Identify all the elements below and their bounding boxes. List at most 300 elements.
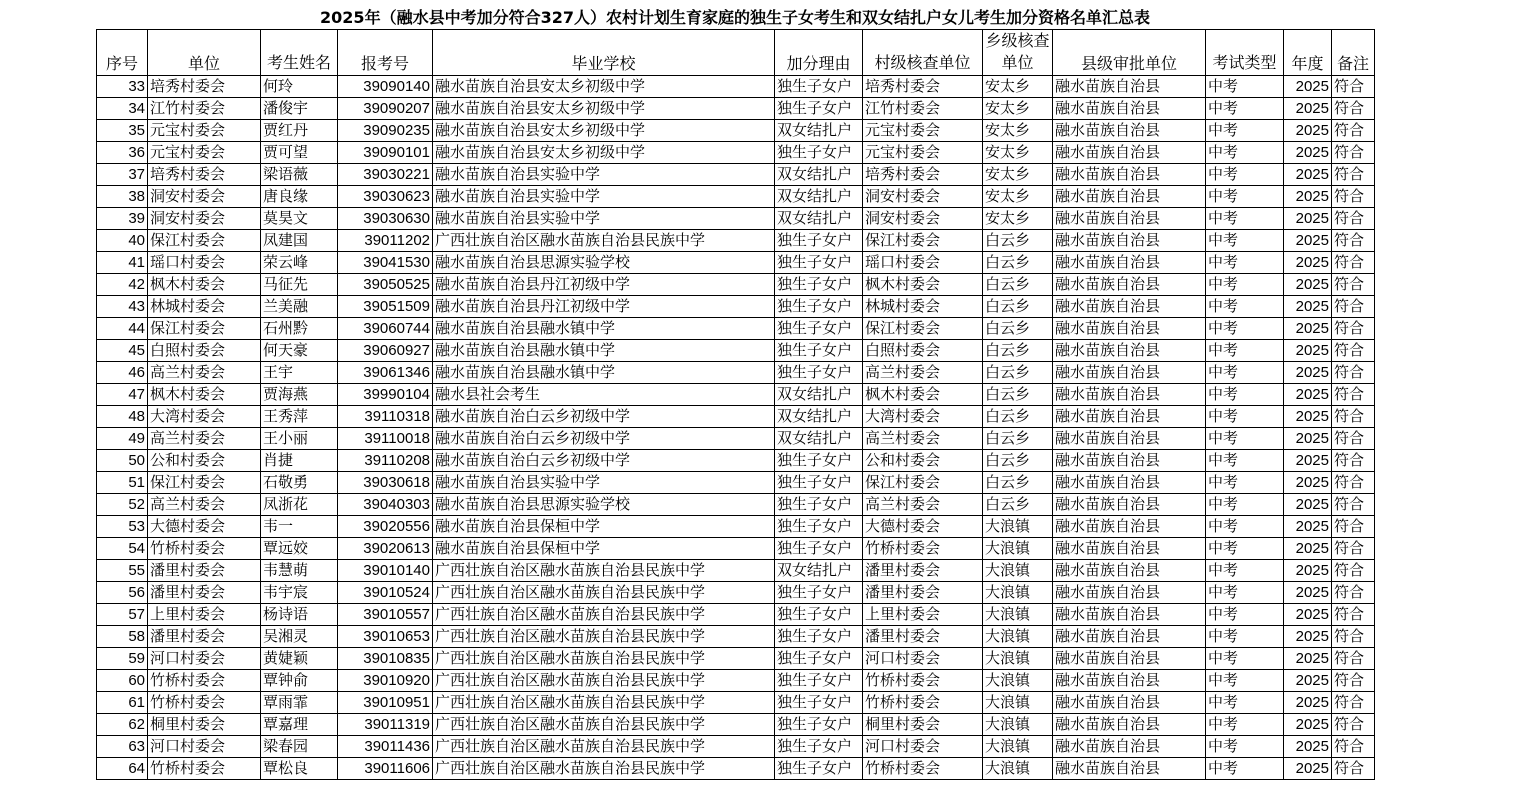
cell-county-approve: 融水苗族自治县 [1053,186,1206,208]
header-seq: 序号 [97,30,148,76]
table-row [97,560,1375,582]
cell-exam-no: 39090101 [338,142,433,164]
cell-seq: 48 [97,406,148,428]
cell-seq: 34 [97,98,148,120]
cell-seq: 35 [97,120,148,142]
cell-seq: 63 [97,736,148,758]
cell-name: 石敬勇 [261,472,338,494]
cell-village-check: 洞安村委会 [863,186,983,208]
table-row [97,406,1375,428]
cell-reason: 独生子女户 [775,758,863,780]
cell-school: 广西壮族自治区融水苗族自治县民族中学 [433,604,775,626]
cell-seq: 64 [97,758,148,780]
cell-school: 融水苗族自治县丹江初级中学 [433,296,775,318]
cell-name: 何玲 [261,76,338,98]
cell-county-approve: 融水苗族自治县 [1053,560,1206,582]
cell-reason: 独生子女户 [775,670,863,692]
cell-name: 肖捷 [261,450,338,472]
cell-exam-type: 中考 [1206,560,1284,582]
cell-unit: 高兰村委会 [148,362,261,384]
cell-town-check: 大浪镇 [983,626,1053,648]
cell-seq: 33 [97,76,148,98]
cell-name: 贾海燕 [261,384,338,406]
cell-school: 广西壮族自治区融水苗族自治县民族中学 [433,626,775,648]
cell-reason: 独生子女户 [775,538,863,560]
cell-unit: 竹桥村委会 [148,758,261,780]
cell-name: 韦慧萌 [261,560,338,582]
table-row [97,472,1375,494]
table-row [97,384,1375,406]
cell-county-approve: 融水苗族自治县 [1053,736,1206,758]
cell-remark: 符合 [1332,582,1375,604]
cell-seq: 54 [97,538,148,560]
cell-year: 2025 [1284,406,1332,428]
cell-exam-type: 中考 [1206,626,1284,648]
cell-year: 2025 [1284,736,1332,758]
cell-school: 融水苗族自治白云乡初级中学 [433,450,775,472]
cell-school: 广西壮族自治区融水苗族自治县民族中学 [433,670,775,692]
cell-village-check: 枫木村委会 [863,274,983,296]
cell-county-approve: 融水苗族自治县 [1053,230,1206,252]
cell-seq: 40 [97,230,148,252]
cell-town-check: 白云乡 [983,230,1053,252]
cell-remark: 符合 [1332,274,1375,296]
cell-seq: 49 [97,428,148,450]
cell-unit: 竹桥村委会 [148,538,261,560]
cell-year: 2025 [1284,648,1332,670]
cell-name: 荣云峰 [261,252,338,274]
cell-year: 2025 [1284,714,1332,736]
cell-year: 2025 [1284,494,1332,516]
cell-exam-no: 39010557 [338,604,433,626]
cell-seq: 57 [97,604,148,626]
cell-exam-type: 中考 [1206,472,1284,494]
cell-county-approve: 融水苗族自治县 [1053,758,1206,780]
table-row [97,274,1375,296]
table-row [97,142,1375,164]
cell-seq: 58 [97,626,148,648]
cell-name: 潘俊宇 [261,98,338,120]
cell-village-check: 竹桥村委会 [863,538,983,560]
cell-exam-no: 39011606 [338,758,433,780]
cell-seq: 47 [97,384,148,406]
cell-county-approve: 融水苗族自治县 [1053,406,1206,428]
cell-exam-type: 中考 [1206,318,1284,340]
cell-name: 王宇 [261,362,338,384]
cell-remark: 符合 [1332,230,1375,252]
cell-town-check: 大浪镇 [983,538,1053,560]
cell-exam-no: 39110318 [338,406,433,428]
header-school: 毕业学校 [433,30,775,76]
cell-reason: 独生子女户 [775,362,863,384]
cell-exam-type: 中考 [1206,428,1284,450]
table-row [97,758,1375,780]
cell-remark: 符合 [1332,714,1375,736]
cell-seq: 38 [97,186,148,208]
cell-town-check: 安太乡 [983,186,1053,208]
cell-school: 广西壮族自治区融水苗族自治县民族中学 [433,648,775,670]
cell-year: 2025 [1284,538,1332,560]
cell-reason: 双女结扎户 [775,186,863,208]
cell-unit: 大德村委会 [148,516,261,538]
table-row [97,318,1375,340]
cell-remark: 符合 [1332,450,1375,472]
cell-name: 覃远姣 [261,538,338,560]
cell-name: 唐良缘 [261,186,338,208]
cell-seq: 62 [97,714,148,736]
cell-year: 2025 [1284,582,1332,604]
cell-village-check: 竹桥村委会 [863,758,983,780]
cell-remark: 符合 [1332,648,1375,670]
cell-exam-no: 39110018 [338,428,433,450]
cell-year: 2025 [1284,120,1332,142]
cell-school: 广西壮族自治区融水苗族自治县民族中学 [433,692,775,714]
cell-town-check: 安太乡 [983,208,1053,230]
cell-exam-type: 中考 [1206,582,1284,604]
cell-exam-type: 中考 [1206,208,1284,230]
cell-county-approve: 融水苗族自治县 [1053,494,1206,516]
cell-remark: 符合 [1332,98,1375,120]
cell-town-check: 安太乡 [983,142,1053,164]
cell-county-approve: 融水苗族自治县 [1053,252,1206,274]
cell-seq: 46 [97,362,148,384]
table-row [97,494,1375,516]
cell-seq: 53 [97,516,148,538]
cell-exam-type: 中考 [1206,494,1284,516]
cell-remark: 符合 [1332,142,1375,164]
cell-exam-no: 39010951 [338,692,433,714]
cell-village-check: 公和村委会 [863,450,983,472]
table-row [97,76,1375,98]
cell-seq: 41 [97,252,148,274]
table-row [97,516,1375,538]
cell-exam-no: 39030221 [338,164,433,186]
cell-unit: 江竹村委会 [148,98,261,120]
cell-seq: 42 [97,274,148,296]
cell-remark: 符合 [1332,604,1375,626]
cell-unit: 潘里村委会 [148,626,261,648]
cell-school: 融水苗族自治县实验中学 [433,186,775,208]
cell-exam-type: 中考 [1206,252,1284,274]
cell-name: 梁春园 [261,736,338,758]
cell-school: 融水苗族自治白云乡初级中学 [433,406,775,428]
cell-town-check: 白云乡 [983,296,1053,318]
cell-remark: 符合 [1332,516,1375,538]
cell-year: 2025 [1284,230,1332,252]
cell-remark: 符合 [1332,252,1375,274]
cell-village-check: 河口村委会 [863,736,983,758]
cell-exam-no: 39030630 [338,208,433,230]
cell-town-check: 大浪镇 [983,692,1053,714]
cell-village-check: 元宝村委会 [863,120,983,142]
cell-town-check: 大浪镇 [983,604,1053,626]
cell-reason: 双女结扎户 [775,208,863,230]
cell-village-check: 林城村委会 [863,296,983,318]
cell-year: 2025 [1284,516,1332,538]
cell-town-check: 安太乡 [983,164,1053,186]
cell-year: 2025 [1284,692,1332,714]
cell-school: 融水苗族自治县思源实验学校 [433,494,775,516]
cell-village-check: 江竹村委会 [863,98,983,120]
cell-school: 融水苗族自治白云乡初级中学 [433,428,775,450]
cell-county-approve: 融水苗族自治县 [1053,450,1206,472]
cell-unit: 元宝村委会 [148,142,261,164]
cell-exam-no: 39090207 [338,98,433,120]
cell-village-check: 元宝村委会 [863,142,983,164]
cell-unit: 公和村委会 [148,450,261,472]
cell-school: 融水苗族自治县保桓中学 [433,516,775,538]
cell-remark: 符合 [1332,736,1375,758]
table-row [97,230,1375,252]
cell-name: 莫昊文 [261,208,338,230]
cell-exam-no: 39110208 [338,450,433,472]
cell-name: 吴湘灵 [261,626,338,648]
cell-year: 2025 [1284,450,1332,472]
cell-exam-type: 中考 [1206,362,1284,384]
cell-county-approve: 融水苗族自治县 [1053,626,1206,648]
cell-school: 广西壮族自治区融水苗族自治县民族中学 [433,230,775,252]
cell-village-check: 培秀村委会 [863,164,983,186]
cell-reason: 双女结扎户 [775,560,863,582]
cell-exam-no: 39011202 [338,230,433,252]
cell-village-check: 桐里村委会 [863,714,983,736]
cell-reason: 独生子女户 [775,142,863,164]
cell-name: 覃嘉理 [261,714,338,736]
cell-school: 融水苗族自治县思源实验学校 [433,252,775,274]
cell-reason: 独生子女户 [775,472,863,494]
cell-name: 杨诗语 [261,604,338,626]
cell-village-check: 河口村委会 [863,648,983,670]
cell-reason: 独生子女户 [775,648,863,670]
cell-exam-no: 39010920 [338,670,433,692]
cell-reason: 独生子女户 [775,692,863,714]
cell-seq: 44 [97,318,148,340]
cell-school: 融水苗族自治县安太乡初级中学 [433,142,775,164]
header-exam-type: 考试类型 [1206,30,1284,76]
cell-village-check: 潘里村委会 [863,582,983,604]
cell-town-check: 白云乡 [983,274,1053,296]
cell-town-check: 安太乡 [983,120,1053,142]
cell-remark: 符合 [1332,670,1375,692]
cell-unit: 瑶口村委会 [148,252,261,274]
cell-unit: 白照村委会 [148,340,261,362]
cell-year: 2025 [1284,142,1332,164]
cell-exam-no: 39041530 [338,252,433,274]
cell-seq: 60 [97,670,148,692]
cell-exam-type: 中考 [1206,692,1284,714]
cell-exam-type: 中考 [1206,296,1284,318]
cell-name: 王小丽 [261,428,338,450]
cell-village-check: 竹桥村委会 [863,692,983,714]
cell-unit: 河口村委会 [148,648,261,670]
cell-exam-type: 中考 [1206,758,1284,780]
cell-name: 覃松良 [261,758,338,780]
cell-name: 何天豪 [261,340,338,362]
cell-remark: 符合 [1332,472,1375,494]
cell-reason: 独生子女户 [775,98,863,120]
cell-school: 融水苗族自治县实验中学 [433,208,775,230]
cell-seq: 55 [97,560,148,582]
cell-remark: 符合 [1332,164,1375,186]
cell-seq: 36 [97,142,148,164]
cell-remark: 符合 [1332,692,1375,714]
cell-unit: 元宝村委会 [148,120,261,142]
cell-year: 2025 [1284,252,1332,274]
cell-unit: 培秀村委会 [148,76,261,98]
cell-exam-no: 39010524 [338,582,433,604]
cell-town-check: 大浪镇 [983,582,1053,604]
cell-exam-no: 39011319 [338,714,433,736]
cell-reason: 独生子女户 [775,604,863,626]
cell-county-approve: 融水苗族自治县 [1053,604,1206,626]
cell-exam-no: 39061346 [338,362,433,384]
cell-county-approve: 融水苗族自治县 [1053,120,1206,142]
header-remark: 备注 [1332,30,1375,76]
cell-name: 石州黔 [261,318,338,340]
cell-remark: 符合 [1332,494,1375,516]
cell-town-check: 白云乡 [983,494,1053,516]
cell-school: 广西壮族自治区融水苗族自治县民族中学 [433,758,775,780]
header-exam-no: 报考号 [338,30,433,76]
cell-town-check: 大浪镇 [983,714,1053,736]
cell-reason: 独生子女户 [775,450,863,472]
cell-village-check: 枫木村委会 [863,384,983,406]
cell-unit: 洞安村委会 [148,208,261,230]
cell-county-approve: 融水苗族自治县 [1053,362,1206,384]
table-row [97,626,1375,648]
cell-exam-type: 中考 [1206,76,1284,98]
cell-unit: 河口村委会 [148,736,261,758]
table-row [97,362,1375,384]
cell-year: 2025 [1284,670,1332,692]
cell-village-check: 保江村委会 [863,472,983,494]
cell-exam-type: 中考 [1206,340,1284,362]
cell-school: 融水苗族自治县安太乡初级中学 [433,98,775,120]
cell-unit: 保江村委会 [148,472,261,494]
cell-reason: 独生子女户 [775,274,863,296]
cell-seq: 39 [97,208,148,230]
cell-exam-type: 中考 [1206,450,1284,472]
cell-exam-type: 中考 [1206,406,1284,428]
cell-remark: 符合 [1332,340,1375,362]
cell-name: 黄婕颖 [261,648,338,670]
cell-village-check: 高兰村委会 [863,494,983,516]
cell-town-check: 白云乡 [983,428,1053,450]
table-row [97,164,1375,186]
header-year: 年度 [1284,30,1332,76]
cell-county-approve: 融水苗族自治县 [1053,670,1206,692]
cell-year: 2025 [1284,362,1332,384]
cell-remark: 符合 [1332,318,1375,340]
table-row [97,670,1375,692]
cell-seq: 61 [97,692,148,714]
table-row [97,604,1375,626]
cell-exam-no: 39040303 [338,494,433,516]
cell-unit: 桐里村委会 [148,714,261,736]
cell-school: 融水苗族自治县实验中学 [433,472,775,494]
cell-remark: 符合 [1332,76,1375,98]
cell-school: 广西壮族自治区融水苗族自治县民族中学 [433,582,775,604]
cell-exam-type: 中考 [1206,164,1284,186]
cell-seq: 50 [97,450,148,472]
cell-village-check: 高兰村委会 [863,362,983,384]
cell-exam-no: 39011436 [338,736,433,758]
header-village-check: 村级核查单位 [863,30,983,76]
cell-year: 2025 [1284,340,1332,362]
cell-town-check: 安太乡 [983,76,1053,98]
cell-town-check: 大浪镇 [983,670,1053,692]
cell-school: 融水苗族自治县融水镇中学 [433,318,775,340]
table-row [97,296,1375,318]
cell-exam-type: 中考 [1206,714,1284,736]
header-name: 考生姓名 [261,30,338,76]
cell-year: 2025 [1284,758,1332,780]
cell-remark: 符合 [1332,362,1375,384]
cell-town-check: 白云乡 [983,472,1053,494]
cell-seq: 51 [97,472,148,494]
cell-exam-type: 中考 [1206,648,1284,670]
table-row [97,648,1375,670]
cell-town-check: 白云乡 [983,362,1053,384]
table-row [97,714,1375,736]
cell-unit: 潘里村委会 [148,582,261,604]
cell-town-check: 大浪镇 [983,736,1053,758]
cell-unit: 潘里村委会 [148,560,261,582]
table-row [97,340,1375,362]
cell-school: 融水苗族自治县安太乡初级中学 [433,120,775,142]
cell-year: 2025 [1284,164,1332,186]
cell-year: 2025 [1284,384,1332,406]
cell-town-check: 白云乡 [983,340,1053,362]
cell-unit: 林城村委会 [148,296,261,318]
cell-seq: 52 [97,494,148,516]
cell-remark: 符合 [1332,538,1375,560]
cell-exam-type: 中考 [1206,120,1284,142]
table-row [97,582,1375,604]
cell-reason: 双女结扎户 [775,164,863,186]
cell-exam-no: 39030618 [338,472,433,494]
cell-exam-no: 39010835 [338,648,433,670]
cell-reason: 独生子女户 [775,494,863,516]
cell-year: 2025 [1284,296,1332,318]
cell-village-check: 白照村委会 [863,340,983,362]
cell-exam-type: 中考 [1206,538,1284,560]
cell-county-approve: 融水苗族自治县 [1053,538,1206,560]
cell-reason: 双女结扎户 [775,384,863,406]
cell-reason: 独生子女户 [775,296,863,318]
cell-unit: 保江村委会 [148,318,261,340]
cell-exam-type: 中考 [1206,384,1284,406]
cell-exam-no: 39010653 [338,626,433,648]
cell-school: 广西壮族自治区融水苗族自治县民族中学 [433,560,775,582]
cell-year: 2025 [1284,604,1332,626]
cell-unit: 枫木村委会 [148,274,261,296]
cell-remark: 符合 [1332,428,1375,450]
cell-unit: 洞安村委会 [148,186,261,208]
qualification-table [96,29,1375,780]
cell-town-check: 白云乡 [983,252,1053,274]
cell-year: 2025 [1284,318,1332,340]
cell-county-approve: 融水苗族自治县 [1053,98,1206,120]
cell-remark: 符合 [1332,296,1375,318]
cell-village-check: 潘里村委会 [863,560,983,582]
cell-remark: 符合 [1332,626,1375,648]
cell-village-check: 保江村委会 [863,318,983,340]
cell-name: 马征先 [261,274,338,296]
cell-exam-type: 中考 [1206,186,1284,208]
header-row [97,30,1375,76]
cell-county-approve: 融水苗族自治县 [1053,582,1206,604]
